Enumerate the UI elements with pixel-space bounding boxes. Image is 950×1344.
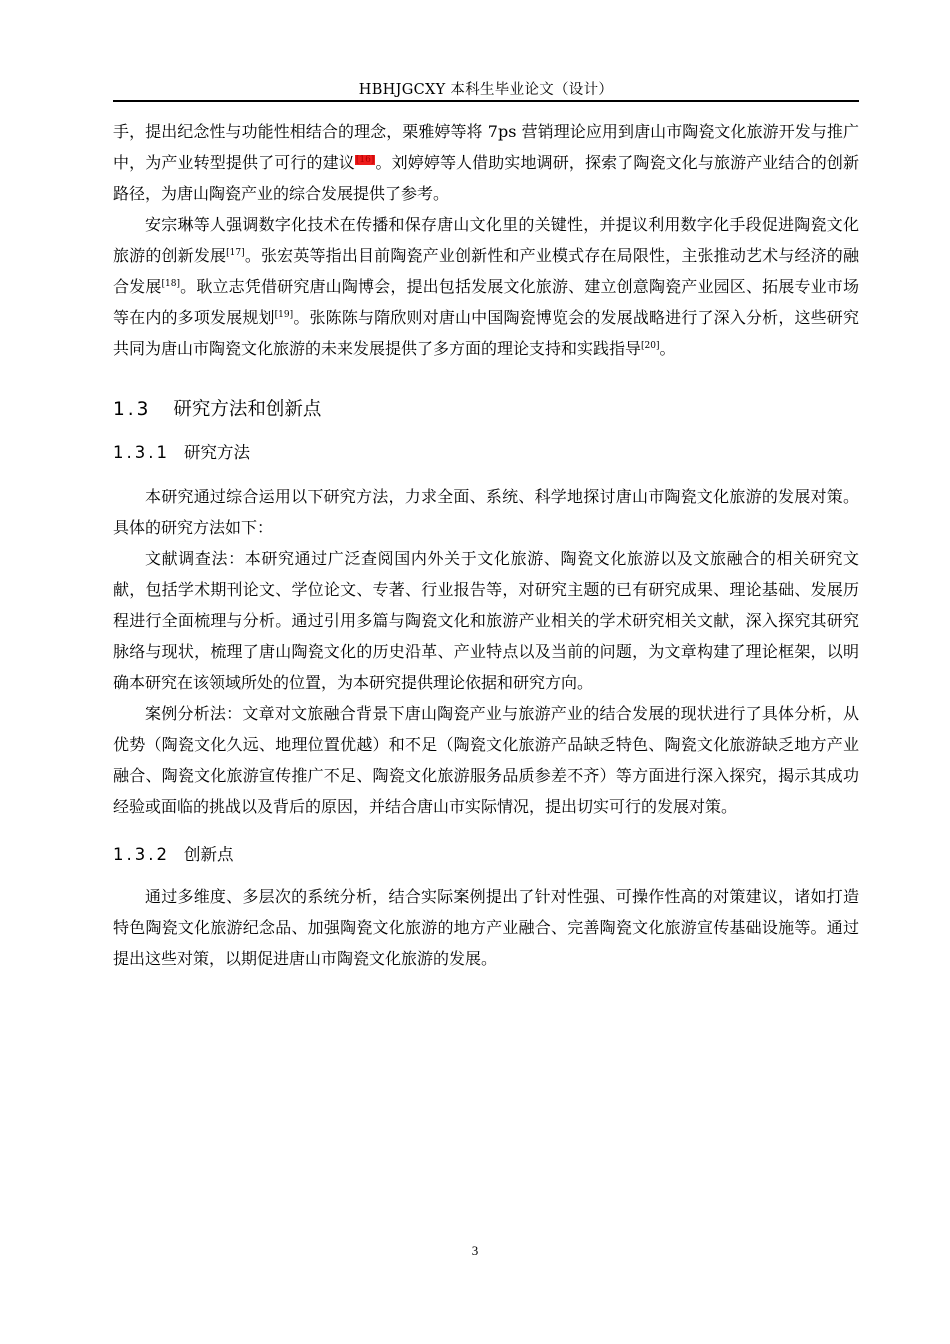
subsection-number: 1.3.1 — [113, 443, 170, 462]
paragraph-literature-method: 文献调查法：本研究通过广泛查阅国内外关于文化旅游、陶瓷文化旅游以及文旅融合的相关研究文献，包括学术期刊论文、学位论文、专著、行业报告等，对研究主题的已有研究成果、理论基础、发展历程进行全面梳理与分析。通过引用多篇与陶瓷文化和旅游产业相关的学术研究相关文献，深入探究其研究脉络与现状，梳理了唐山陶瓷文化的历史沿革、产业特点以及当前的问题，为文章构建了理论框架，以明确本研究在该领域所处的位置，为本研究提供理论依据和研究方向。 — [113, 549, 859, 692]
text-run: 。 — [659, 339, 676, 358]
citation-16-highlighted: [16] — [355, 155, 375, 165]
paragraph-methods-intro: 本研究通过综合运用以下研究方法，力求全面、系统、科学地探讨唐山市陶瓷文化旅游的发展对策。具体的研究方法如下： — [113, 487, 859, 537]
section-heading-text — [113, 390, 859, 430]
paragraph-case-analysis: 案例分析法：文章对文旅融合背景下唐山陶瓷产业与旅游产业的结合发展的现状进行了具体分析，从优势（陶瓷文化久远、地理位置优越）和不足（陶瓷文化旅游产品缺乏特色、陶瓷文化旅游缺乏地方产业融合、陶瓷文化旅游宣传推广不足、陶瓷文化旅游服务品质参差不齐）等方面进行深入探究，揭示其成功经验或面临的挑战以及背后的原因，并结合唐山市实际情况，提出切实可行的发展对策。 — [113, 704, 859, 816]
page-body — [113, 116, 859, 974]
paragraph-literature-2 — [113, 209, 859, 364]
section-heading-1-3 — [113, 390, 859, 430]
citation-20: [20] — [641, 341, 660, 351]
citation-17: [17] — [226, 248, 245, 258]
citation-19: [19] — [274, 310, 294, 320]
subsection-heading-text — [113, 433, 859, 473]
text-run: 。张宏英等指出目前陶瓷产业创新性和产业模式存在局限性，主张推动艺术与经济的融合发展 — [113, 246, 859, 296]
header-rule — [113, 100, 859, 102]
paragraph-literature-1 — [113, 116, 859, 209]
subsection-heading-1-3-1 — [113, 433, 859, 473]
text-run: 手，提出纪念性与功能性相结合的理念，栗雅婷等将 7ps 营销理论应用到唐山市陶瓷文化旅游开发与推广中，为产业转型提供了可行的建议 — [113, 122, 859, 172]
text-run: 安宗琳等人强调数字化技术在传播和保存唐山文化里的关键性，并提议利用数字化手段促进陶瓷文化旅游的创新发展 — [113, 215, 859, 265]
text-run: 。刘婷婷等人借助实地调研，探索了陶瓷文化与旅游产业结合的创新路径，为唐山陶瓷产业的综合发展提供了参考。 — [113, 153, 859, 203]
text-run: 。耿立志凭借研究唐山陶博会，提出包括发展文化旅游、建立创意陶瓷产业园区、拓展专业市场等在内的多项发展规划 — [113, 277, 859, 327]
subsection-title: 研究方法 — [183, 443, 250, 462]
subsection-title: 创新点 — [183, 845, 234, 864]
citation-18: [18] — [161, 279, 180, 289]
text-run: 。张陈陈与隋欣则对唐山中国陶瓷博览会的发展战略进行了深入分析，这些研究共同为唐山市陶瓷文化旅游的未来发展提供了多方面的理论支持和实践指导 — [113, 308, 859, 358]
section-title: 研究方法和创新点 — [173, 399, 322, 420]
subsection-heading-text — [113, 835, 859, 875]
subsection-heading-1-3-2 — [113, 835, 859, 875]
section-number: 1.3 — [113, 399, 152, 420]
running-header: HBHJGCXY 本科生毕业论文（设计） — [358, 82, 614, 98]
subsection-number: 1.3.2 — [113, 845, 170, 864]
paragraph-innovation: 通过多维度、多层次的系统分析，结合实际案例提出了针对性强、可操作性高的对策建议，诸如打造特色陶瓷文化旅游纪念品、加强陶瓷文化旅游的地方产业融合、完善陶瓷文化旅游宣传基础设施等。通过提出这些对策，以期促进唐山市陶瓷文化旅游的发展。 — [113, 887, 859, 968]
page-number: 3 — [471, 1243, 479, 1258]
